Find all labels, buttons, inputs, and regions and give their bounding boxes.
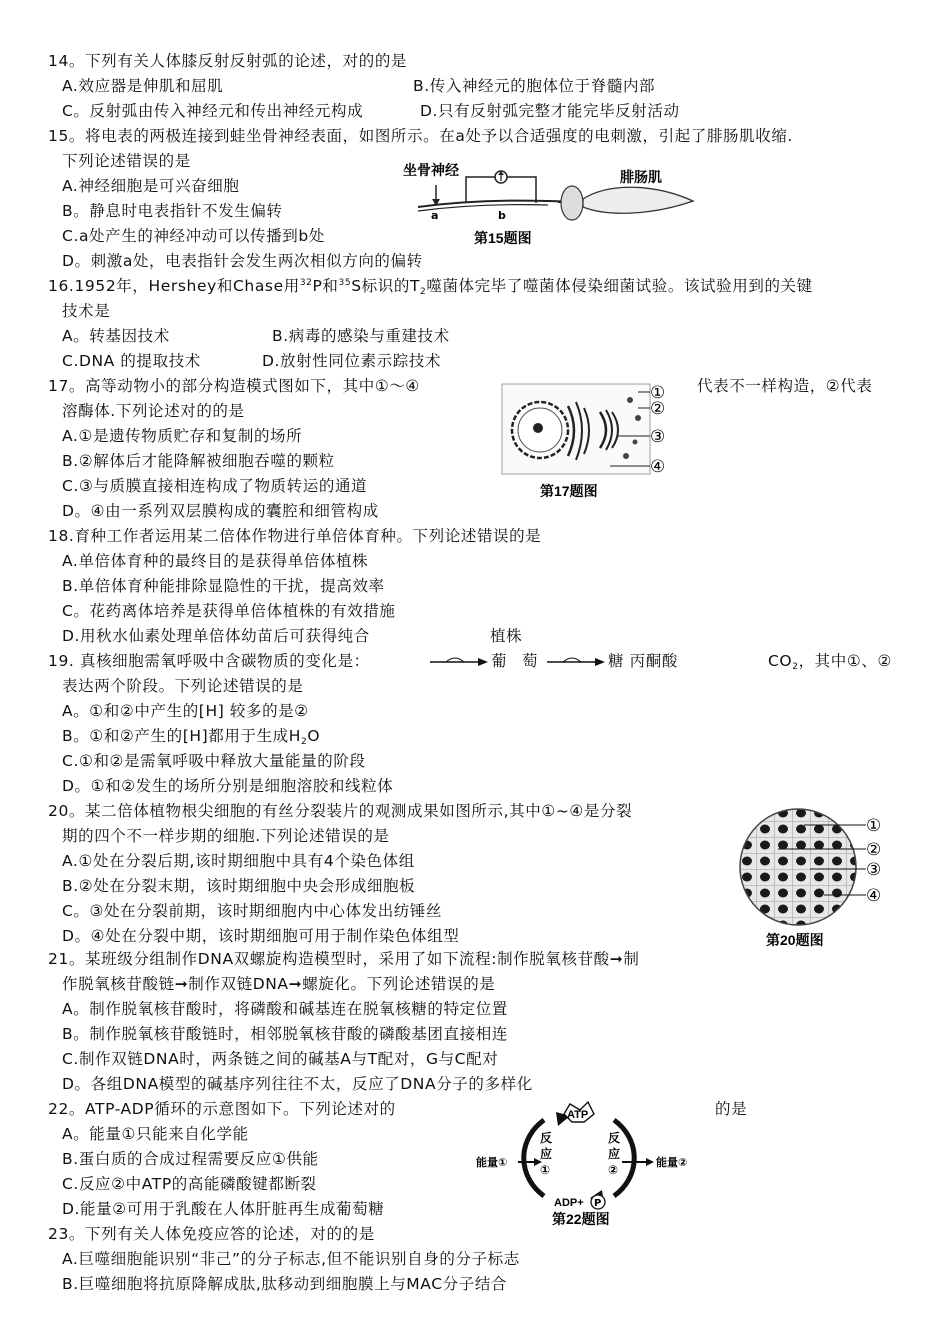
q18-option-d-part1: D.用秋水仙素处理单倍体幼苗后可获得纯合 xyxy=(62,627,370,645)
label-2: ② xyxy=(866,840,882,860)
q16-stem-line1 xyxy=(48,275,813,297)
q17-option-c: C.③与质膜直接相连构成了物质转运的通道 xyxy=(62,477,368,495)
q19-stem-line1a: 19. 真核细胞需氧呼吸中含碳物质的变化是： xyxy=(48,652,370,670)
point-b-label: b xyxy=(498,209,506,222)
q22-option-c: C.反应②中ATP的高能磷酸键都断裂 xyxy=(62,1175,317,1193)
q16-sub2: 2 xyxy=(420,287,427,297)
q15-caption: 第15题图 xyxy=(474,230,532,246)
q15-option-a: A.神经细胞是可兴奋细胞 xyxy=(62,177,240,195)
q14-option-d: D.只有反射弧完整才能完毕反射活动 xyxy=(420,102,680,120)
q19-option-a: A。①和②中产生的[H] 较多的是② xyxy=(62,702,309,720)
q22-stem-line1a: 22。ATP-ADP循环的示意图如下。下列论述对的 xyxy=(48,1100,396,1118)
atp-adp-cycle-diagram xyxy=(474,1098,704,1228)
q19-b-sub: 2 xyxy=(301,737,308,747)
label-2: ② xyxy=(650,399,666,419)
arrow-step-1 xyxy=(428,652,490,670)
q20-stem-line1: 20。某二倍体植物根尖细胞的有丝分裂装片的观测成果如图所示,其中①~④是分裂 xyxy=(48,802,633,820)
label-1: ① xyxy=(866,816,882,836)
q19-co2-sub: 2 xyxy=(792,662,799,672)
q17-stem-line1b: 代表不一样构造，②代表 xyxy=(697,377,873,395)
q19-co2-text: CO xyxy=(768,652,793,670)
q19-option-d: D。①和②发生的场所分别是细胞溶胶和线粒体 xyxy=(62,777,394,795)
phosphate-label: P xyxy=(594,1198,602,1209)
q14-option-b: B.传入神经元的胞体位于脊髓内部 xyxy=(413,77,656,95)
cell-structure-diagram xyxy=(500,378,690,500)
q14-option-a: A.效应器是伸肌和屈肌 xyxy=(62,77,224,95)
label-1: ① xyxy=(650,383,666,403)
q18-option-a: A.单倍体育种的最终目的是获得单倍体植株 xyxy=(62,552,369,570)
q17-option-d: D。④由一系列双层膜构成的囊腔和细管构成 xyxy=(62,502,379,520)
q21-option-b: B。制作脱氧核苷酸链时，相邻脱氧核苷酸的磷酸基团直接相连 xyxy=(62,1025,508,1043)
q19-b-post: O xyxy=(307,727,321,745)
q18-stem: 18.育种工作者运用某二倍体作物进行单倍体育种。下列论述错误的是 xyxy=(48,527,542,545)
q17-stem-line2: 溶酶体.下列论述对的的是 xyxy=(62,402,245,420)
q21-option-a: A。制作脱氧核苷酸时，将磷酸和碱基连在脱氧核糖的特定位置 xyxy=(62,1000,508,1018)
energy-1-label: 能量① xyxy=(476,1156,508,1169)
r2-char-1: 反 xyxy=(608,1131,621,1145)
r1-char-1: 反 xyxy=(540,1131,553,1145)
q22-option-d: D.能量②可用于乳酸在人体肝脏再生成葡萄糖 xyxy=(62,1200,385,1218)
q15-stem-line2: 下列论述错误的是 xyxy=(62,152,191,170)
q19-stem-line1b: ，其中①、② xyxy=(798,652,892,670)
q16-option-a: A。转基因技术 xyxy=(62,327,170,345)
label-3: ③ xyxy=(650,427,666,447)
q17-option-a: A.①是遗传物质贮存和复制的场所 xyxy=(62,427,303,445)
r1-char-3: ① xyxy=(540,1163,551,1177)
q16-sup35: 35 xyxy=(338,278,352,288)
q15-option-d: D。刺激a处，电表指针会发生两次相似方向的偏转 xyxy=(62,252,423,270)
q19-pyruvate: 糖 丙酮酸 xyxy=(608,652,678,670)
q18-option-b: B.单倍体育种能排除显隐性的干扰，提高效率 xyxy=(62,577,385,595)
q16-option-d: D.放射性同位素示踪技术 xyxy=(262,352,442,370)
nerve-label: 坐骨神经 xyxy=(403,162,459,178)
q17-caption: 第17题图 xyxy=(540,483,598,499)
q23-stem: 23。下列有关人体免疫应答的论述，对的的是 xyxy=(48,1225,375,1243)
q20-option-a: A.①处在分裂后期,该时期细胞中具有4个染色体组 xyxy=(62,852,415,870)
q19-glucose-1: 葡 xyxy=(491,652,508,670)
q17-stem-line1a: 17。高等动物小的部分构造模式图如下，其中①～④ xyxy=(48,377,420,395)
q20-option-b: B.②处在分裂末期，该时期细胞中央会形成细胞板 xyxy=(62,877,416,895)
q20-figure xyxy=(738,805,908,950)
root-tip-micrograph xyxy=(738,805,908,950)
q14-stem: 14。下列有关人体膝反射反射弧的论述，对的的是 xyxy=(48,52,408,70)
q20-stem-line2: 期的四个不一样步期的细胞.下列论述错误的是 xyxy=(62,827,390,845)
q16-mid1: P和 xyxy=(312,277,339,295)
q17-option-b: B.②解体后才能降解被细胞吞噬的颗粒 xyxy=(62,452,335,470)
atp-label: ATP xyxy=(567,1109,589,1121)
q20-option-d: D。④处在分裂中期，该时期细胞可用于制作染色体组型 xyxy=(62,927,460,945)
q21-option-c: C.制作双链DNA时，两条链之间的碱基A与T配对，G与C配对 xyxy=(62,1050,499,1068)
q16-stem-line2: 技术是 xyxy=(62,302,111,320)
gastrocnemius-muscle xyxy=(583,187,693,213)
q23-option-b: B.巨噬细胞将抗原降解成肽,肽移动到细胞膜上与MAC分子结合 xyxy=(62,1275,508,1293)
q19-glucose-2: 萄 xyxy=(522,652,539,670)
q22-caption: 第22题图 xyxy=(552,1211,610,1227)
q19-stem-line2: 表达两个阶段。下列论述错误的是 xyxy=(62,677,304,695)
arrow-step-2 xyxy=(545,652,607,670)
label-4: ④ xyxy=(650,457,666,477)
q22-option-b: B.蛋白质的合成过程需要反应①供能 xyxy=(62,1150,319,1168)
q14-option-c: C。反射弧由传入神经元和传出神经元构成 xyxy=(62,102,364,120)
q16-stem-pre: 16.1952年，Hershey和Chase用 xyxy=(48,277,300,295)
q18-option-c: C。花药离体培养是获得单倍体植株的有效措施 xyxy=(62,602,396,620)
r1-char-2: 应 xyxy=(540,1147,553,1161)
q22-option-a: A。能量①只能来自化学能 xyxy=(62,1125,249,1143)
micrograph-circle xyxy=(740,809,856,925)
q15-figure xyxy=(398,155,698,250)
label-3: ③ xyxy=(866,860,882,880)
q15-option-b: B。静息时电表指针不发生偏转 xyxy=(62,202,283,220)
q19-co2 xyxy=(768,650,892,672)
q16-sup32: 32 xyxy=(299,278,313,288)
energy-2-label: 能量② xyxy=(656,1156,688,1169)
q22-stem-line1b: 的是 xyxy=(715,1100,748,1118)
q15-stem-line1: 15。将电表的两极连接到蛙坐骨神经表面，如图所示。在a处予以合适强度的电刺激，引起了腓肠肌收缩. xyxy=(48,127,793,145)
q19-b-pre: B。①和②产生的[H]都用于生成H xyxy=(62,727,302,745)
q21-option-d: D。各组DNA模型的碱基序列往往不太，反应了DNA分子的多样化 xyxy=(62,1075,533,1093)
point-a-label: a xyxy=(431,209,439,222)
q16-mid2: S标识的T xyxy=(351,277,421,295)
q19-option-b xyxy=(62,725,320,747)
q19-option-c: C.①和②是需氧呼吸中释放大量能量的阶段 xyxy=(62,752,366,770)
q23-option-a: A.巨噬细胞能识别“非己”的分子标志,但不能识别自身的分子标志 xyxy=(62,1250,520,1268)
label-4: ④ xyxy=(866,886,882,906)
q18-option-d-part2: 植株 xyxy=(490,627,523,645)
q20-option-c: C。③处在分裂前期，该时期细胞内中心体发出纺锤丝 xyxy=(62,902,443,920)
q15-option-c: C.a处产生的神经冲动可以传播到b处 xyxy=(62,227,325,245)
knee-joint xyxy=(561,186,583,220)
r2-char-3: ② xyxy=(608,1163,619,1177)
muscle-label: 腓肠肌 xyxy=(620,169,662,185)
q16-option-b: B.病毒的感染与重建技术 xyxy=(272,327,450,345)
adp-label: ADP+ xyxy=(554,1197,584,1209)
q21-stem-line1: 21。某班级分组制作DNA双螺旋构造模型时，采用了如下流程:制作脱氧核苷酸➞制 xyxy=(48,950,640,968)
q17-figure xyxy=(500,378,690,500)
nerve-muscle-diagram xyxy=(398,155,698,250)
q16-stem-post: 噬菌体完毕了噬菌体侵染细菌试验。该试验用到的关键 xyxy=(426,277,813,295)
q21-stem-line2: 作脱氧核苷酸链➞制作双链DNA➞螺旋化。下列论述错误的是 xyxy=(62,975,496,993)
q22-figure xyxy=(474,1098,704,1228)
r2-char-2: 应 xyxy=(608,1147,621,1161)
q20-caption: 第20题图 xyxy=(766,932,824,948)
q16-option-c: C.DNA 的提取技术 xyxy=(62,352,201,370)
